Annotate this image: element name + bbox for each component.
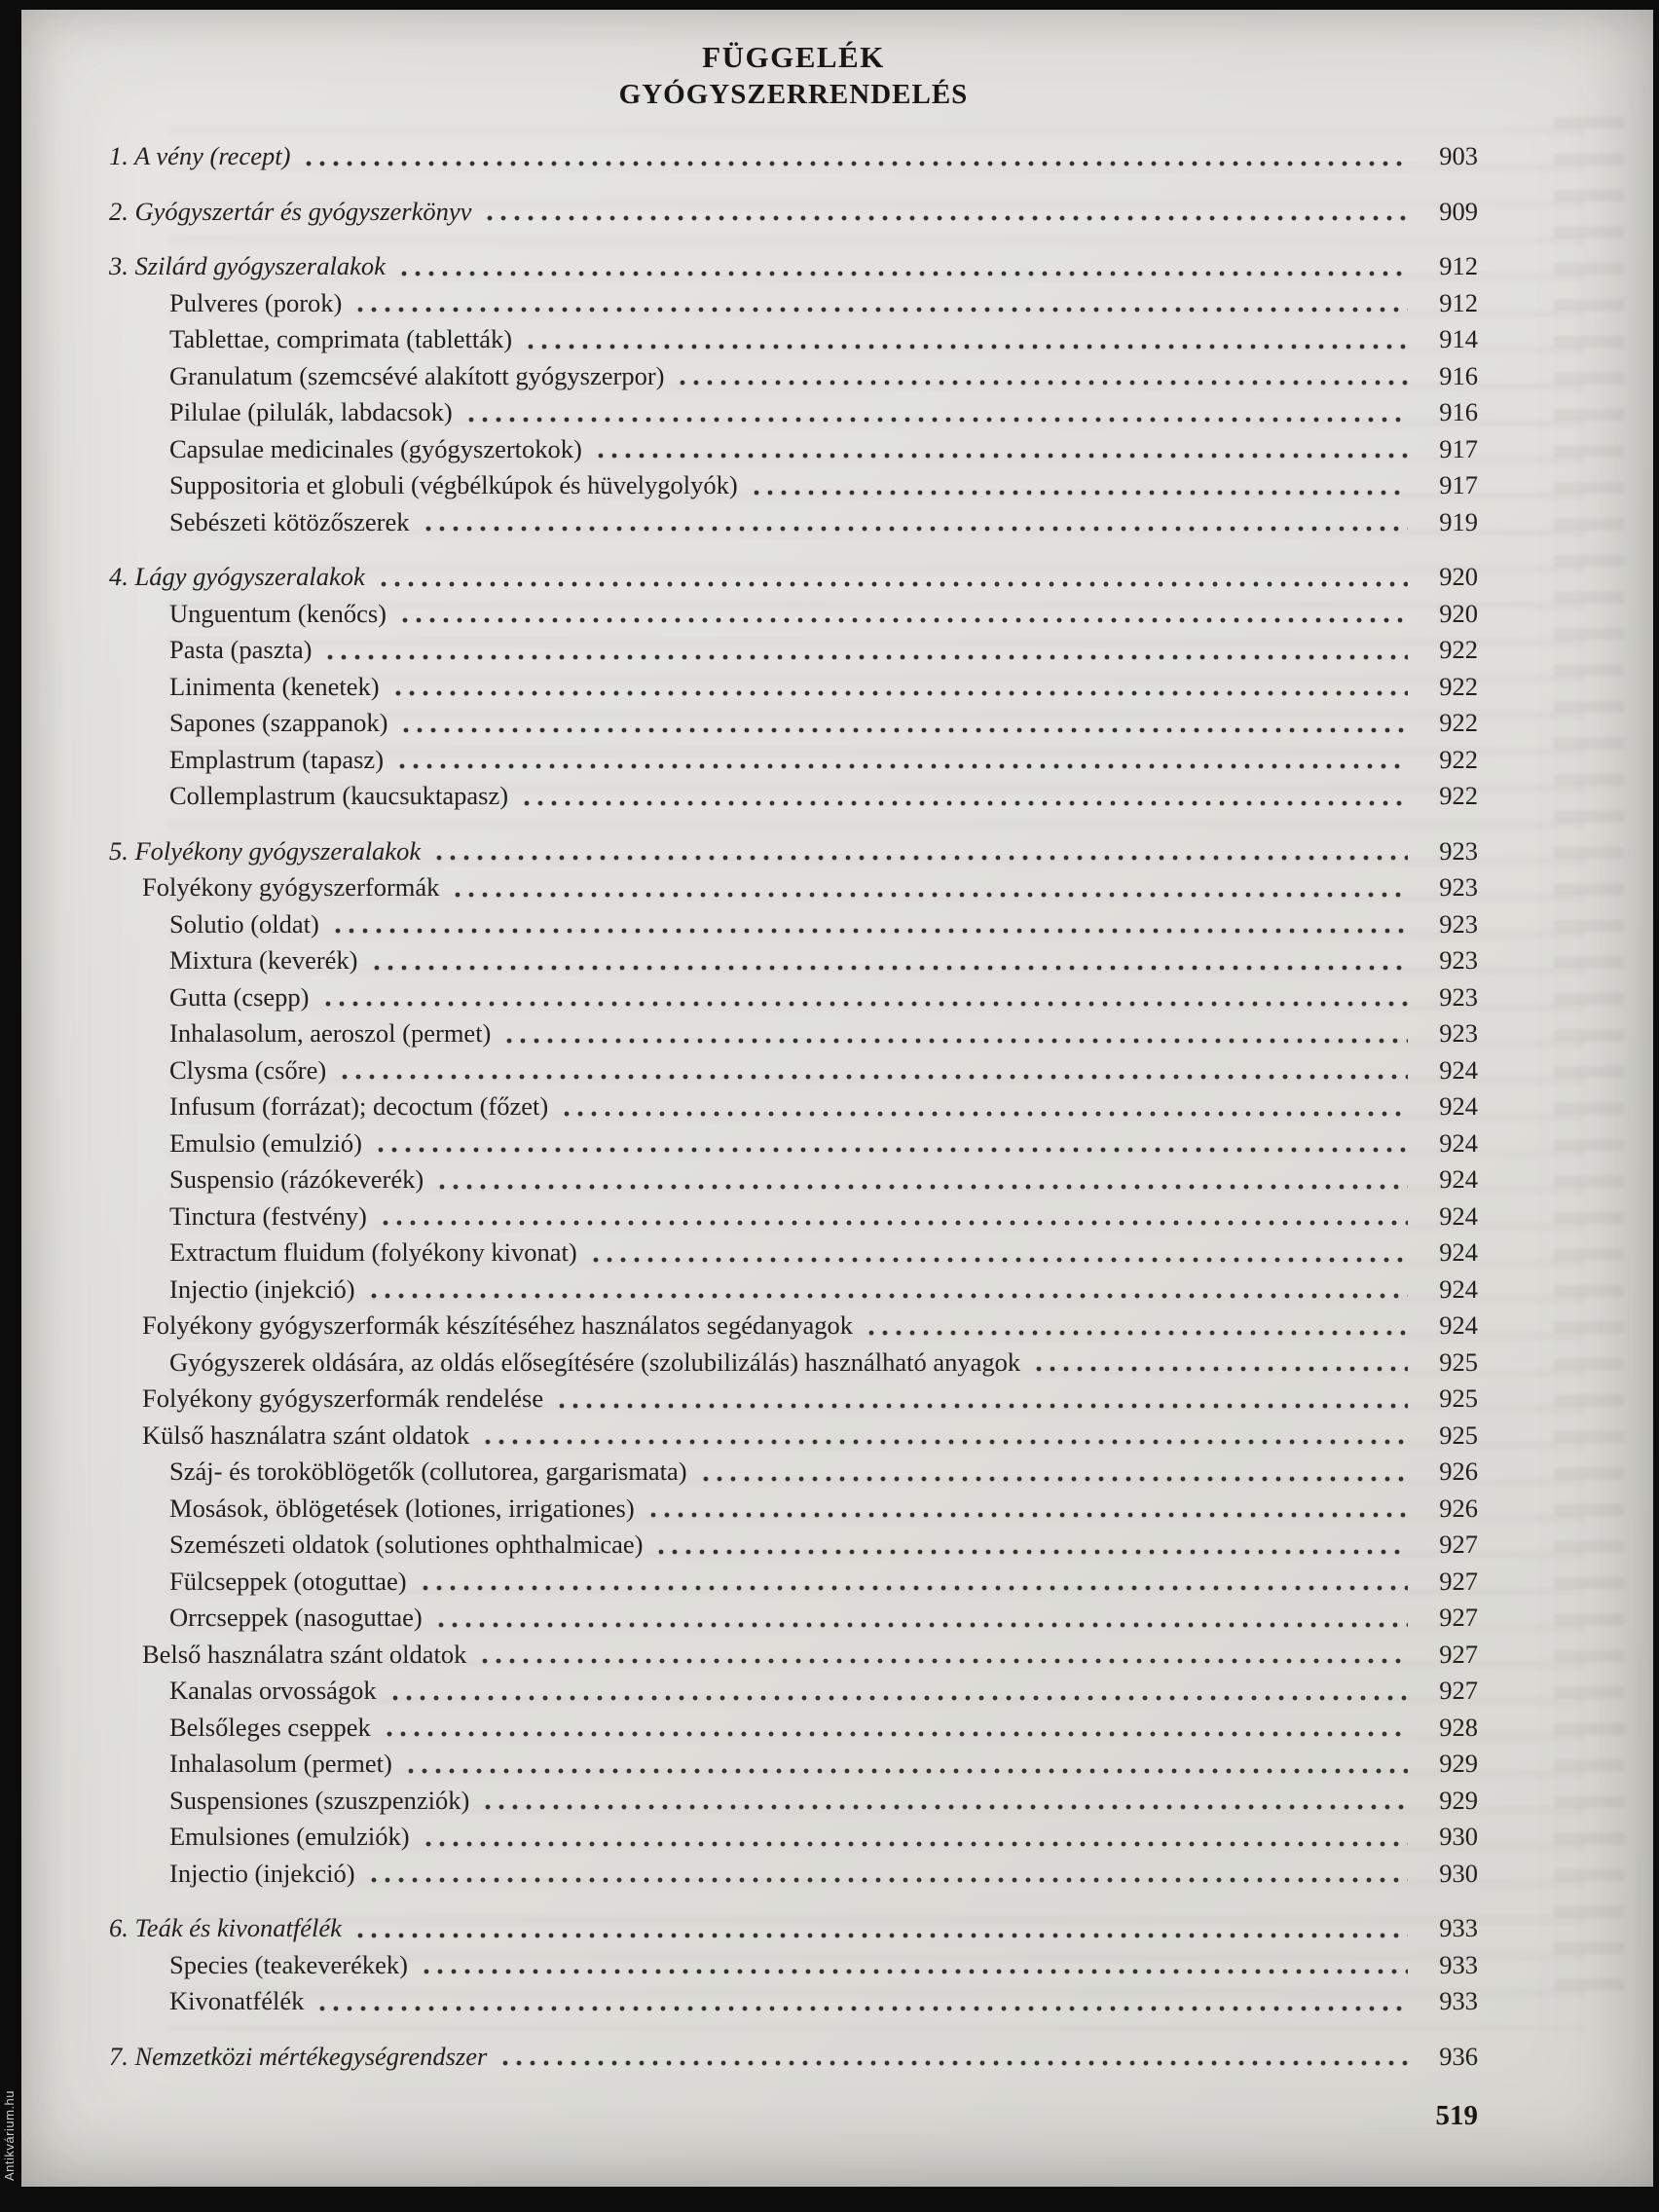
- dotted-leader: [374, 1125, 1408, 1162]
- toc-entry-label: Pulveres (porok): [169, 287, 343, 317]
- toc-entry: [109, 1673, 1478, 1710]
- toc-entry: [109, 1856, 1478, 1893]
- dotted-leader: [481, 1418, 1408, 1455]
- toc-entry-label: Injectio (injekció): [169, 1273, 355, 1304]
- toc-entry-page: 925: [1439, 1419, 1478, 1450]
- toc-entry-page: 927: [1439, 1603, 1478, 1632]
- toc-entry-page: 917: [1439, 470, 1478, 499]
- toc-entry-page: 930: [1439, 1858, 1478, 1888]
- toc-entry-label: Kanalas orvosságok: [169, 1676, 377, 1705]
- dotted-leader: [478, 1637, 1408, 1674]
- toc-entry-page: 922: [1439, 635, 1478, 664]
- toc-entry: [109, 906, 1478, 943]
- page-content: [109, 39, 1478, 2132]
- toc-entry-page: 923: [1439, 945, 1478, 975]
- toc-entry-label: 2. Gyógyszertár és gyógyszerkönyv: [109, 196, 472, 226]
- toc-entry: [109, 942, 1478, 979]
- dotted-leader: [1032, 1345, 1408, 1382]
- page-subtitle: GYÓGYSZERRENDELÉS: [618, 79, 969, 110]
- toc-entry-label: 6. Teák és kivonatfélék: [109, 1913, 342, 1942]
- toc-entry-label: Emulsiones (emulziók): [169, 1822, 410, 1851]
- dotted-leader: [388, 1673, 1408, 1710]
- toc-entry-label: Gyógyszerek oldására, az oldás elősegítésére (szolubilizálás) használható anyagok: [169, 1346, 1021, 1377]
- toc-entry-page: 933: [1439, 1913, 1478, 1942]
- toc-entry: [109, 1272, 1478, 1309]
- toc-entry-label: 3. Szilárd gyógyszeralakok: [109, 251, 386, 280]
- dotted-leader: [420, 1947, 1408, 1984]
- toc-entry-page: 903: [1439, 141, 1478, 170]
- toc-entry: [109, 1783, 1478, 1820]
- toc-entry-label: Extractum fluidum (folyékony kivonat): [169, 1237, 577, 1267]
- toc-entry-label: Suppositoria et globuli (végbélkúpok és hüvelygolyók): [169, 470, 738, 499]
- toc-entry: [109, 194, 1478, 231]
- dotted-leader: [524, 321, 1408, 358]
- toc-entry-label: Inhalasolum, aeroszol (permet): [169, 1018, 492, 1048]
- toc-entry-page: 912: [1439, 287, 1478, 317]
- toc-entry: [109, 869, 1478, 906]
- toc-entry-page: 922: [1439, 671, 1478, 701]
- toc-entry-label: 7. Nemzetközi mértékegységrendszer: [109, 2041, 488, 2071]
- toc-entry-page: 927: [1439, 1566, 1478, 1596]
- toc-entry-label: Külső használatra szánt oldatok: [142, 1419, 470, 1450]
- paper-surface: [21, 10, 1653, 2187]
- toc-entry: [109, 1381, 1478, 1418]
- toc-entry: [109, 1015, 1478, 1052]
- dotted-leader: [419, 1564, 1408, 1601]
- toc-entry: [109, 358, 1478, 395]
- toc-entry-label: Belsőleges cseppek: [169, 1712, 371, 1742]
- toc-entry-page: 929: [1439, 1785, 1478, 1815]
- toc-entry-page: 922: [1439, 708, 1478, 737]
- toc-entry: [109, 669, 1478, 706]
- dotted-leader: [323, 632, 1408, 669]
- dotted-leader: [353, 1910, 1408, 1947]
- toc-entry-label: Suspensio (rázókeverék): [169, 1164, 424, 1194]
- dotted-leader: [520, 778, 1408, 815]
- toc-entry-page: 926: [1439, 1493, 1478, 1523]
- dotted-leader: [676, 358, 1408, 395]
- dotted-leader: [502, 1015, 1408, 1052]
- scanner-watermark: Antikvárium.hu: [2, 2090, 17, 2181]
- toc-entry: [109, 1345, 1478, 1382]
- toc-entry: [109, 1910, 1478, 1947]
- dotted-leader: [315, 1983, 1408, 2020]
- toc-entry-page: 922: [1439, 744, 1478, 774]
- title-block: [109, 39, 1478, 113]
- toc-entry: [109, 431, 1478, 468]
- table-of-contents: [109, 138, 1478, 2075]
- toc-entry-page: 924: [1439, 1054, 1478, 1085]
- toc-entry: [109, 1454, 1478, 1491]
- toc-entry: [109, 504, 1478, 541]
- toc-entry-label: 5. Folyékony gyógyszeralakok: [109, 835, 422, 866]
- toc-entry-page: 927: [1439, 1530, 1478, 1559]
- toc-entry: [109, 1983, 1478, 2020]
- toc-entry-page: 924: [1439, 1091, 1478, 1121]
- toc-entry-page: 923: [1439, 981, 1478, 1012]
- toc-entry-label: Linimenta (kenetek): [169, 671, 380, 701]
- toc-entry-page: 912: [1439, 251, 1478, 280]
- dotted-leader: [435, 1161, 1408, 1198]
- dotted-leader: [399, 705, 1408, 742]
- dotted-leader: [404, 1746, 1408, 1783]
- toc-entry: [109, 1819, 1478, 1856]
- dotted-leader: [377, 559, 1408, 596]
- toc-entry-page: 924: [1439, 1127, 1478, 1158]
- toc-entry-label: Mixtura (keverék): [169, 945, 358, 975]
- toc-entry-page: 909: [1439, 196, 1478, 226]
- toc-entry-page: 933: [1439, 1949, 1478, 1979]
- toc-entry-page: 933: [1439, 1986, 1478, 2015]
- dotted-leader: [422, 1819, 1408, 1856]
- toc-entry-page: 925: [1439, 1383, 1478, 1413]
- toc-entry-page: 922: [1439, 781, 1478, 810]
- dotted-leader: [483, 194, 1408, 231]
- toc-entry: [109, 467, 1478, 504]
- toc-entry: [109, 1418, 1478, 1455]
- toc-entry: [109, 705, 1478, 742]
- toc-entry-label: Tinctura (festvény): [169, 1200, 367, 1231]
- dotted-leader: [367, 1272, 1408, 1309]
- toc-entry: [109, 1308, 1478, 1345]
- toc-entry-page: 923: [1439, 1018, 1478, 1048]
- toc-entry-label: Suspensiones (szuszpenziók): [169, 1785, 470, 1815]
- dotted-leader: [321, 979, 1409, 1016]
- toc-entry-label: Gutta (csepp): [169, 981, 310, 1012]
- toc-entry-page: 927: [1439, 1676, 1478, 1705]
- toc-entry: [109, 285, 1478, 322]
- toc-entry-label: Pilulae (pilulák, labdacsok): [169, 397, 453, 426]
- toc-entry-label: 4. Lágy gyógyszeralakok: [109, 562, 365, 591]
- dotted-leader: [451, 869, 1408, 906]
- dotted-leader: [302, 138, 1408, 175]
- dotted-leader: [865, 1308, 1408, 1345]
- dotted-leader: [370, 942, 1408, 979]
- toc-entry-page: 923: [1439, 872, 1478, 902]
- toc-entry-label: 1. A vény (recept): [109, 141, 291, 170]
- toc-entry-page: 916: [1439, 397, 1478, 426]
- dotted-leader: [560, 1088, 1408, 1125]
- dotted-leader: [594, 431, 1408, 468]
- toc-entry: [109, 833, 1478, 870]
- toc-entry-page: 923: [1439, 835, 1478, 866]
- toc-entry-label: Száj- és toroköblögetők (collutorea, gargarismata): [169, 1456, 687, 1486]
- dotted-leader: [750, 467, 1408, 504]
- dotted-leader: [353, 285, 1408, 322]
- toc-entry: [109, 248, 1478, 285]
- toc-entry-page: 923: [1439, 908, 1478, 939]
- toc-entry-page: 914: [1439, 324, 1478, 353]
- toc-entry: [109, 2039, 1478, 2076]
- folio-page-number: 519: [1435, 2100, 1478, 2131]
- toc-entry: [109, 1600, 1478, 1637]
- toc-entry-page: 936: [1439, 2041, 1478, 2071]
- toc-entry-label: Szemészeti oldatok (solutiones ophthalmicae): [169, 1530, 644, 1559]
- toc-entry-page: 916: [1439, 360, 1478, 390]
- toc-entry-label: Inhalasolum (permet): [169, 1749, 392, 1778]
- dotted-leader: [422, 504, 1409, 541]
- toc-entry-label: Clysma (csőre): [169, 1054, 327, 1085]
- toc-entry-label: Belső használatra szánt oldatok: [142, 1639, 467, 1669]
- toc-entry-label: Pasta (paszta): [169, 635, 313, 664]
- toc-entry-page: 925: [1439, 1346, 1478, 1377]
- dotted-leader: [398, 596, 1408, 633]
- toc-entry-page: 919: [1439, 506, 1478, 536]
- dotted-leader: [338, 1052, 1408, 1089]
- dotted-leader: [589, 1235, 1408, 1272]
- toc-entry: [109, 632, 1478, 669]
- toc-entry: [109, 1088, 1478, 1125]
- toc-entry: [109, 1491, 1478, 1528]
- toc-entry: [109, 1564, 1478, 1601]
- toc-entry-page: 924: [1439, 1237, 1478, 1267]
- toc-entry: [109, 1052, 1478, 1089]
- toc-entry: [109, 559, 1478, 596]
- toc-entry-page: 920: [1439, 562, 1478, 591]
- toc-entry-label: Folyékony gyógyszerformák: [142, 872, 440, 902]
- toc-entry-page: 930: [1439, 1822, 1478, 1851]
- dotted-leader: [464, 394, 1408, 431]
- toc-entry: [109, 778, 1478, 815]
- toc-entry-page: 928: [1439, 1712, 1478, 1742]
- toc-entry-page: 926: [1439, 1456, 1478, 1486]
- toc-entry-label: Emplastrum (tapasz): [169, 744, 385, 774]
- toc-entry-label: Infusum (forrázat); decoctum (főzet): [169, 1091, 549, 1121]
- toc-entry: [109, 742, 1478, 779]
- toc-entry: [109, 1161, 1478, 1198]
- dotted-leader: [555, 1381, 1408, 1418]
- toc-entry: [109, 138, 1478, 175]
- dotted-leader: [397, 248, 1408, 285]
- toc-entry: [109, 1198, 1478, 1235]
- toc-entry-label: Fülcseppek (otoguttae): [169, 1566, 407, 1596]
- toc-entry-page: 920: [1439, 598, 1478, 628]
- dotted-leader: [481, 1783, 1408, 1820]
- toc-entry: [109, 321, 1478, 358]
- toc-entry-label: Sapones (szappanok): [169, 708, 388, 737]
- dotted-leader: [654, 1527, 1408, 1564]
- toc-entry-label: Folyékony gyógyszerformák rendelése: [142, 1383, 544, 1413]
- toc-entry-label: Solutio (oldat): [169, 908, 319, 939]
- toc-entry-label: Orrcseppek (nasoguttae): [169, 1603, 423, 1632]
- toc-entry-page: 929: [1439, 1749, 1478, 1778]
- toc-entry: [109, 1947, 1478, 1984]
- toc-entry-label: Granulatum (szemcsévé alakított gyógyszerpor): [169, 360, 665, 390]
- toc-entry: [109, 394, 1478, 431]
- dotted-leader: [379, 1198, 1408, 1235]
- toc-entry-label: Collemplastrum (kaucsuktapasz): [169, 781, 509, 810]
- toc-entry: [109, 979, 1478, 1016]
- toc-entry-label: Tablettae, comprimata (tabletták): [169, 324, 513, 353]
- dotted-leader: [331, 906, 1408, 943]
- dotted-leader: [434, 1600, 1408, 1637]
- dotted-leader: [646, 1491, 1408, 1528]
- toc-entry-label: Emulsio (emulzió): [169, 1127, 362, 1158]
- toc-entry: [109, 1637, 1478, 1674]
- toc-entry-label: Folyékony gyógyszerformák készítéséhez használatos segédanyagok: [142, 1310, 853, 1340]
- toc-entry: [109, 1710, 1478, 1747]
- dotted-leader: [432, 833, 1408, 870]
- toc-entry-label: Injectio (injekció): [169, 1858, 355, 1888]
- dotted-leader: [498, 2039, 1408, 2076]
- toc-entry-label: Kivonatfélék: [169, 1986, 305, 2015]
- toc-entry-page: 924: [1439, 1200, 1478, 1231]
- toc-entry-label: Capsulae medicinales (gyógyszertokok): [169, 433, 582, 463]
- dotted-leader: [699, 1454, 1408, 1491]
- toc-entry: [109, 1527, 1478, 1564]
- toc-entry-label: Mosások, öblögetések (lotiones, irrigationes): [169, 1493, 635, 1523]
- dotted-leader: [395, 742, 1408, 779]
- toc-entry-page: 924: [1439, 1273, 1478, 1304]
- toc-entry: [109, 1235, 1478, 1272]
- bleedthrough-numbers-texture: [1554, 117, 1624, 2002]
- dotted-leader: [367, 1856, 1408, 1893]
- toc-entry-page: 917: [1439, 433, 1478, 463]
- toc-entry: [109, 1746, 1478, 1783]
- page-title: FÜGGELÉK: [702, 40, 885, 74]
- toc-entry: [109, 1125, 1478, 1162]
- dotted-leader: [383, 1710, 1408, 1747]
- toc-entry-label: Species (teakeverékek): [169, 1949, 408, 1979]
- toc-entry-label: Unguentum (kenőcs): [169, 598, 387, 628]
- toc-entry: [109, 596, 1478, 633]
- toc-entry-page: 924: [1439, 1164, 1478, 1194]
- toc-entry-page: 927: [1439, 1639, 1478, 1669]
- toc-entry-page: 924: [1439, 1310, 1478, 1340]
- dotted-leader: [391, 669, 1408, 706]
- toc-entry-label: Sebészeti kötözőszerek: [169, 506, 410, 536]
